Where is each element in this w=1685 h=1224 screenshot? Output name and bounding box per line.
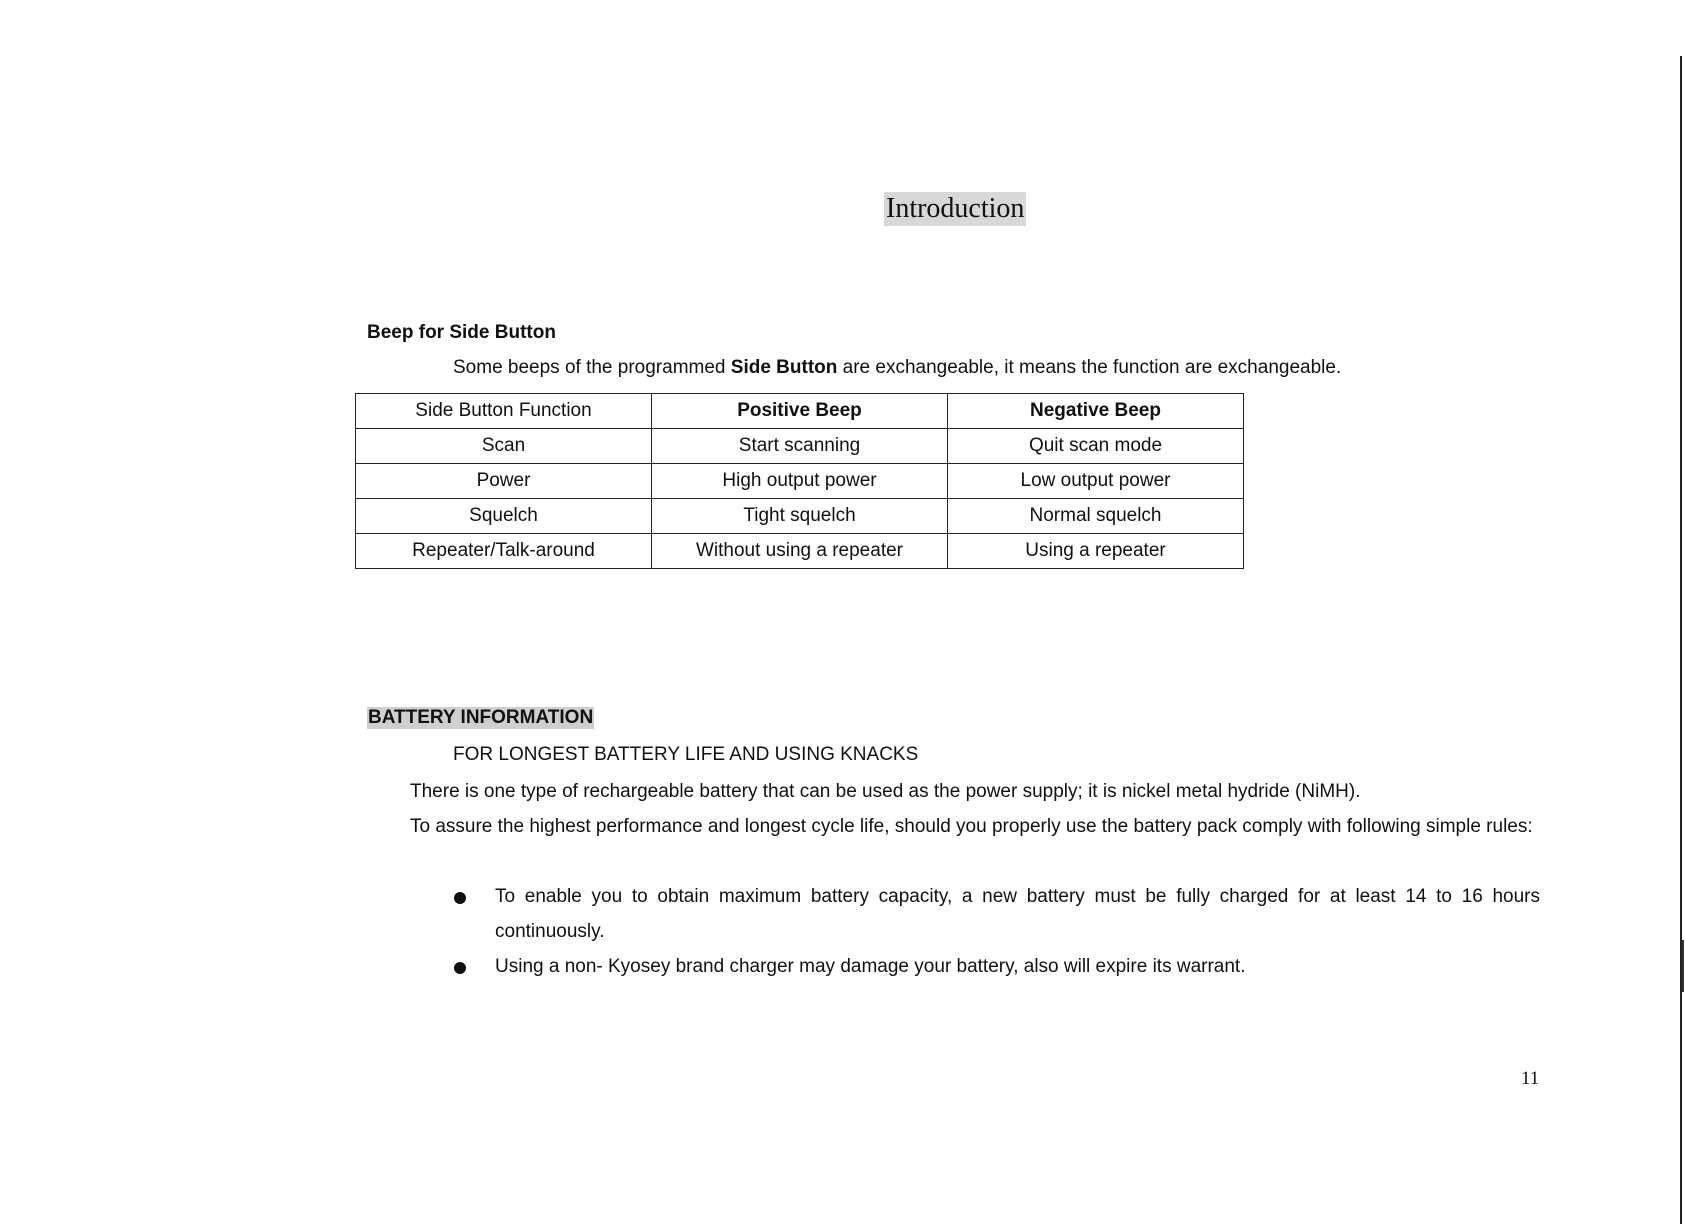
table-cell: Squelch	[356, 499, 652, 534]
battery-section-heading: BATTERY INFORMATION	[368, 707, 594, 728]
page-number: 11	[1521, 1068, 1540, 1089]
table-header-cell: Positive Beep	[652, 394, 948, 429]
table-header-cell: Negative Beep	[948, 394, 1244, 429]
table-row	[356, 499, 1244, 534]
page-edge-line	[1680, 56, 1682, 1224]
bullet-icon	[454, 892, 466, 904]
table-cell: Using a repeater	[948, 534, 1244, 569]
table-cell: Tight squelch	[652, 499, 948, 534]
table-cell: Quit scan mode	[948, 429, 1244, 464]
table-cell: Start scanning	[652, 429, 948, 464]
intro-text-before: Some beeps of the programmed	[453, 357, 731, 378]
table-row	[356, 464, 1244, 499]
battery-paragraph: To assure the highest performance and longest cycle life, should you properly use the battery pack comply with following simple rules:	[410, 816, 1533, 837]
beep-table	[355, 393, 1244, 569]
battery-subheading: FOR LONGEST BATTERY LIFE AND USING KNACKS	[453, 744, 919, 765]
table-cell: Without using a repeater	[652, 534, 948, 569]
table-header-row	[356, 394, 1244, 429]
battery-rules-list	[450, 879, 1540, 984]
table-cell: High output power	[652, 464, 948, 499]
table-row	[356, 534, 1244, 569]
intro-text-after: are exchangeable, it means the function are exchangeable.	[837, 357, 1342, 378]
bullet-icon	[454, 962, 466, 974]
list-item-text: To enable you to obtain maximum battery capacity, a new battery must be fully charged for at least 14 to 16 hours continuously.	[495, 886, 1540, 942]
table-cell: Low output power	[948, 464, 1244, 499]
beep-section-heading: Beep for Side Button	[367, 322, 556, 343]
list-item	[450, 949, 1540, 984]
battery-paragraph: There is one type of rechargeable battery that can be used as the power supply; it is nickel metal hydride (NiMH).	[410, 781, 1361, 802]
list-item-text: Using a non- Kyosey brand charger may damage your battery, also will expire its warrant.	[495, 956, 1246, 977]
page-title: Introduction	[886, 193, 1025, 224]
intro-text-bold: Side Button	[730, 357, 838, 378]
table-header-cell: Side Button Function	[356, 394, 652, 429]
page-edge-mark	[1682, 940, 1684, 992]
table-row	[356, 429, 1244, 464]
table-cell: Normal squelch	[948, 499, 1244, 534]
beep-intro-paragraph	[453, 357, 1341, 379]
list-item	[450, 879, 1540, 949]
table-cell: Scan	[356, 429, 652, 464]
table-cell: Power	[356, 464, 652, 499]
table-cell: Repeater/Talk-around	[356, 534, 652, 569]
